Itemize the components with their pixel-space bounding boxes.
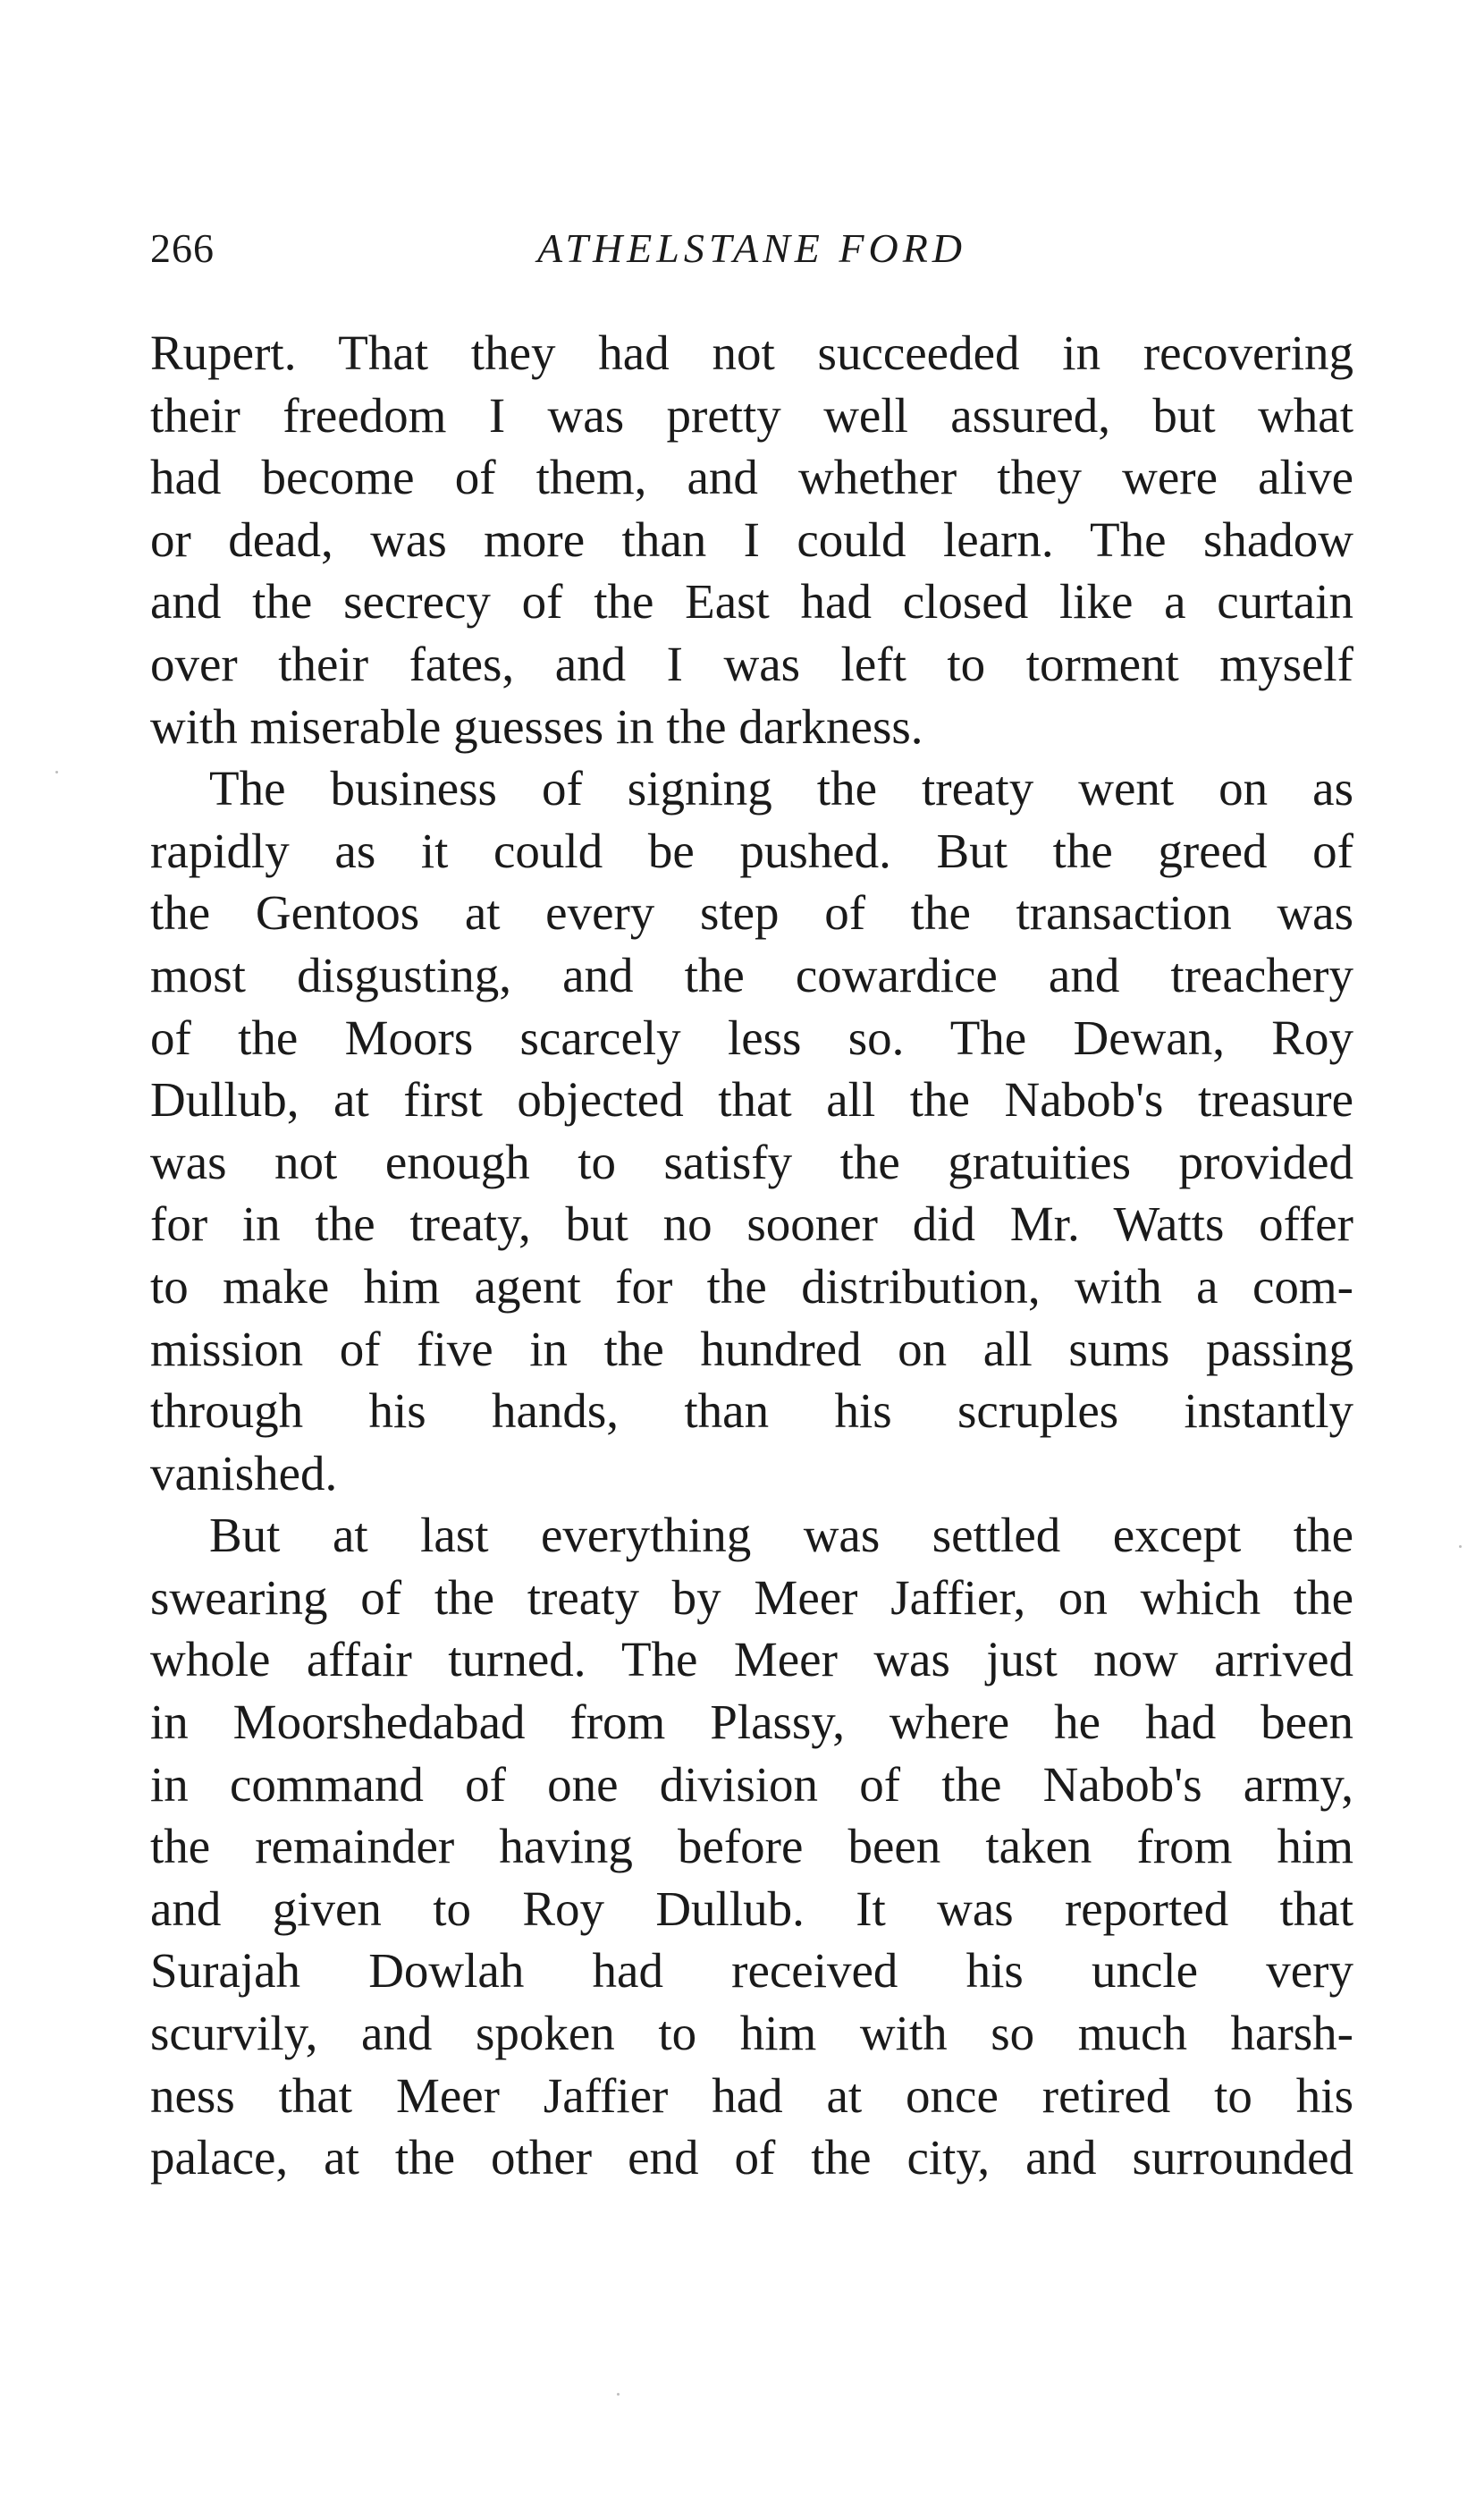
text-line: swearing of the treaty by Meer Jaffier, on which the [150,1569,1353,1625]
text-line: with miserable guesses in the darkness. [150,698,923,754]
text-line: The business of signing the treaty went on as [209,761,1353,816]
text-line: scurvily, and spoken to him with so much harsh- [150,2006,1353,2061]
text-line: mission of five in the hundred on all sums passing [150,1321,1353,1376]
text-line: vanished. [150,1445,338,1500]
text-line: had become of them, and whether they were alive [150,450,1353,505]
text-line: and the secrecy of the East had closed like a curtain [150,574,1353,630]
text-line: Surajah Dowlah had received his uncle very [150,1943,1353,1999]
text-line: of the Moors scarcely less so. The Dewan, Roy [150,1010,1353,1065]
text-line: through his hands, than his scruples instantly [150,1383,1353,1439]
scan-speck [617,2393,620,2396]
text-line: their freedom I was pretty well assured, but what [150,387,1353,443]
paragraph-3 [150,1504,1353,2189]
body-text [150,322,1353,2189]
text-line: in Moorshedabad from Plassy, where he had been [150,1695,1353,1750]
text-line: and given to Roy Dullub. It was reported that [150,1881,1353,1936]
text-line: whole affair turned. The Meer was just now arrived [150,1632,1353,1687]
scan-speck [55,771,58,773]
text-line: Dullub, at first objected that all the Nabob's treasure [150,1072,1353,1128]
text-line: But at last everything was settled except the [209,1508,1353,1563]
text-line: most disgusting, and the cowardice and treachery [150,947,1353,1002]
text-line: palace, at the other end of the city, and surrounded [150,2130,1353,2185]
paragraph-1 [150,322,1353,757]
scan-speck [1459,1545,1462,1548]
text-line: ness that Meer Jaffier had at once retired to his [150,2067,1353,2123]
book-title: ATHELSTANE FORD [536,225,967,271]
running-head [150,222,1353,275]
paragraph-2 [150,757,1353,1504]
text-line: the Gentoos at every step of the transaction was [150,885,1353,941]
text-line: was not enough to satisfy the gratuities provided [150,1134,1353,1189]
text-line: for in the treaty, but no sooner did Mr. Watts offer [150,1196,1353,1252]
text-line: Rupert. That they had not succeeded in recovering [150,325,1353,380]
text-line: the remainder having before been taken from him [150,1819,1353,1874]
text-line: to make him agent for the distribution, with a com- [150,1258,1353,1314]
text-line: in command of one division of the Nabob's army, [150,1756,1353,1812]
text-line: or dead, was more than I could learn. The shadow [150,511,1353,567]
page-number: 266 [150,225,215,271]
text-line: rapidly as it could be pushed. But the greed of [150,823,1353,878]
text-line: over their fates, and I was left to torment myself [150,636,1353,691]
